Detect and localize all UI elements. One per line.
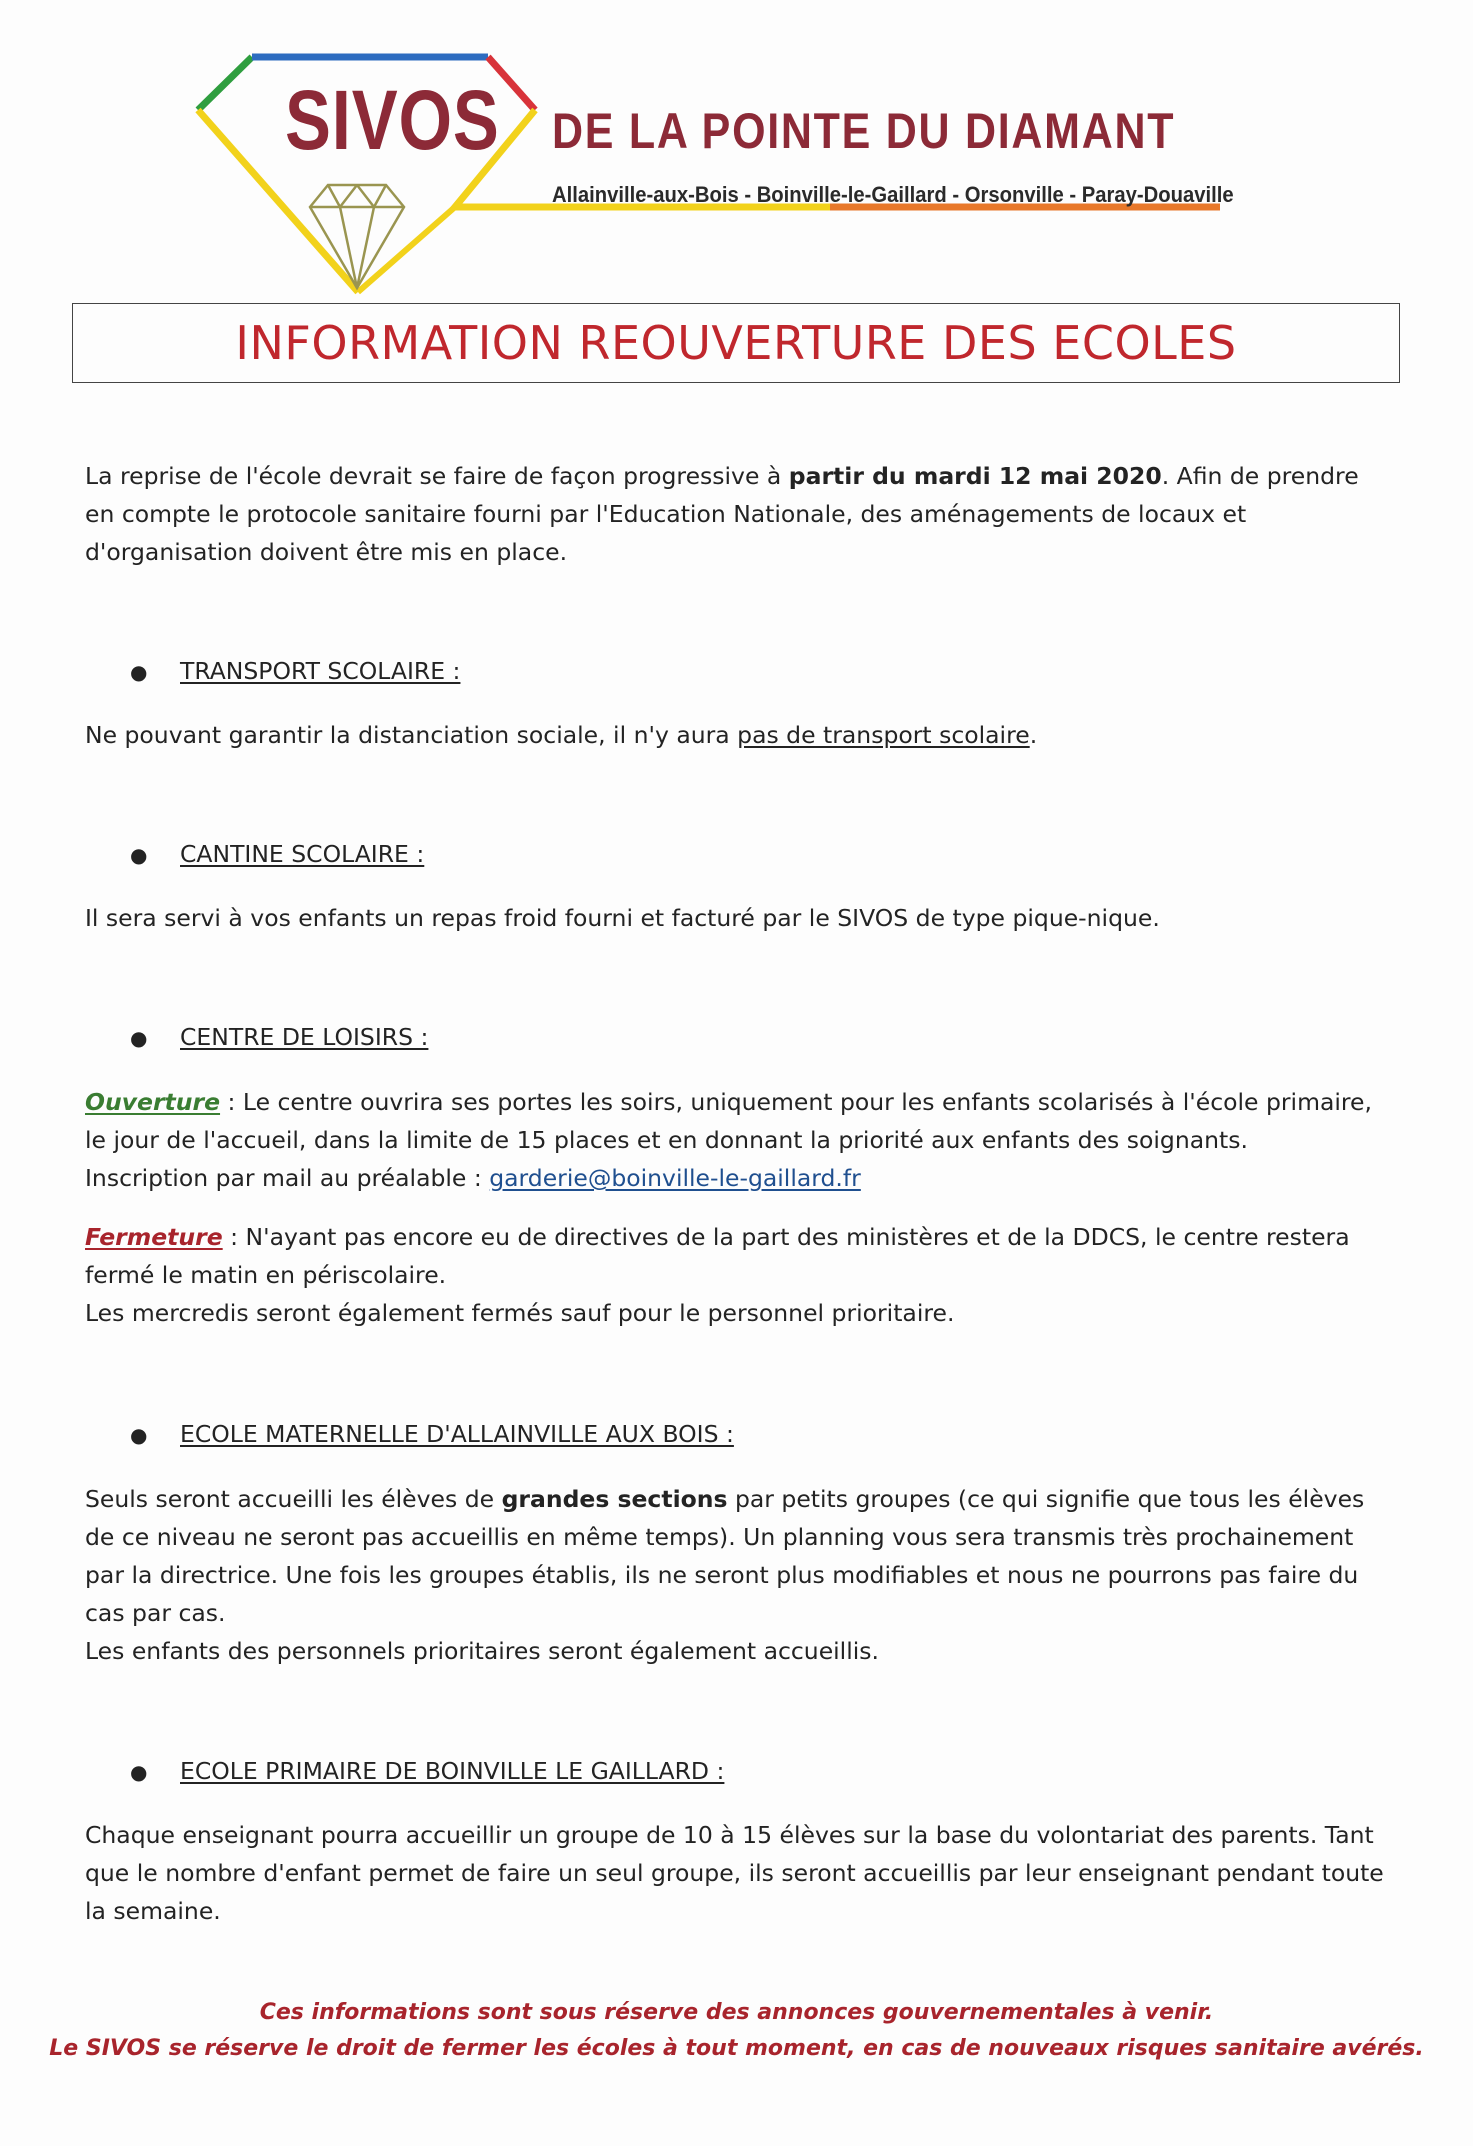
transport-emphasis: pas de transport scolaire [737,721,1030,749]
diamond-icon [310,185,404,288]
opening-text: : Le centre ouvrira ses portes les soirs, uniquement pour les enfants scolarisés à l'école primaire, le jour de l'accueil, dans la limite de 15 places et en donnant la priorité aux enfants des soignants. [85,1088,1372,1154]
section-primaire-heading [130,1757,724,1785]
cantine-text: Il sera servi à vos enfants un repas froid fourni et facturé par le SIVOS de type pique-nique. [85,904,1160,932]
letterhead [190,52,1234,302]
closing-text: : N'ayant pas encore eu de directives de la part des ministères et de la DDCS, le centre restera fermé le matin en périscolaire. [85,1223,1350,1289]
towns-list: Allainville-aux-Bois - Boinville-le-Gaillard - Orsonville - Paray-Douaville [552,182,1234,207]
transport-text: Ne pouvant garantir la distanciation sociale, il n'y aura [85,721,738,749]
brand-subtitle: DE LA POINTE DU DIAMANT [552,103,1176,159]
section-title: ECOLE MATERNELLE D'ALLAINVILLE AUX BOIS : [180,1420,734,1448]
footer-note [0,1995,1473,2067]
section-title: TRANSPORT SCOLAIRE : [180,657,461,685]
transport-paragraph: Ne pouvant garantir la distanciation sociale, il n'y aura pas de transport scolaire. [85,721,1038,749]
intro-paragraph [85,457,1395,571]
bullet-icon: ● [130,1026,148,1050]
section-title: CANTINE SCOLAIRE : [180,840,425,868]
bullet-icon: ● [130,843,148,867]
primaire-paragraph [85,1816,1395,1930]
footer-line-2: Le SIVOS se réserve le droit de fermer les écoles à tout moment, en cas de nouveaux risques sanitaire avérés. [49,2036,1424,2061]
maternelle-text-1: Seuls seront accueilli les élèves de [85,1485,502,1513]
bullet-icon: ● [130,1423,148,1447]
section-cantine-heading [130,840,424,868]
section-title: CENTRE DE LOISIRS : [180,1023,429,1051]
maternelle-paragraph [85,1480,1395,1670]
intro-text-2: . Afin de prendre en compte le protocole sanitaire fourni par l'Education Nationale, des aménagements de locaux et d'organisation doivent être mis en place. [85,462,1359,566]
intro-date: partir du mardi 12 mai 2020 [788,462,1162,490]
maternelle-text-2: par petits groupes (ce qui signifie que tous les élèves de ce niveau ne seront pas accueillis en même temps). Un planning vous sera transmis très prochainement par la directrice. Une fois les groupes établis, ils ne seront plus modifiables et nous ne pourrons pas faire du cas par cas. [85,1485,1365,1627]
intro-text-1: La reprise de l'école devrait se faire de façon progressive à [85,462,789,490]
page-title: INFORMATION REOUVERTURE DES ECOLES [235,316,1237,370]
page-title-box [72,303,1400,383]
bullet-icon: ● [130,660,148,684]
primaire-text: Chaque enseignant pourra accueillir un groupe de 10 à 15 élèves sur la base du volontariat des parents. Tant que le nombre d'enfant permet de faire un seul groupe, ils seront accueillis par leur enseignant pendant toute la semaine. [85,1821,1384,1925]
maternelle-bold: grandes sections [501,1485,728,1513]
section-loisirs-heading [130,1023,428,1051]
maternelle-priority: Les enfants des personnels prioritaires seront également accueillis. [85,1637,879,1665]
footer-line-1: Ces informations sont sous réserve des annonces gouvernementales à venir. [259,2000,1214,2025]
section-transport-heading [130,657,460,685]
email-link[interactable]: garderie@boinville-le-gaillard.fr [489,1164,861,1192]
section-title: ECOLE PRIMAIRE DE BOINVILLE LE GAILLARD : [180,1757,725,1785]
loisirs-opening-paragraph [85,1083,1395,1197]
wednesday-text: Les mercredis seront également fermés sauf pour le personnel prioritaire. [85,1299,955,1327]
loisirs-closing-paragraph [85,1218,1395,1332]
brand-name: SIVOS [285,73,500,167]
bullet-icon: ● [130,1760,148,1784]
inscription-text: Inscription par mail au préalable : [85,1164,490,1192]
cantine-paragraph [85,899,1395,937]
closing-label: Fermeture [85,1223,223,1251]
section-maternelle-heading [130,1420,734,1448]
opening-label: Ouverture [85,1088,221,1116]
